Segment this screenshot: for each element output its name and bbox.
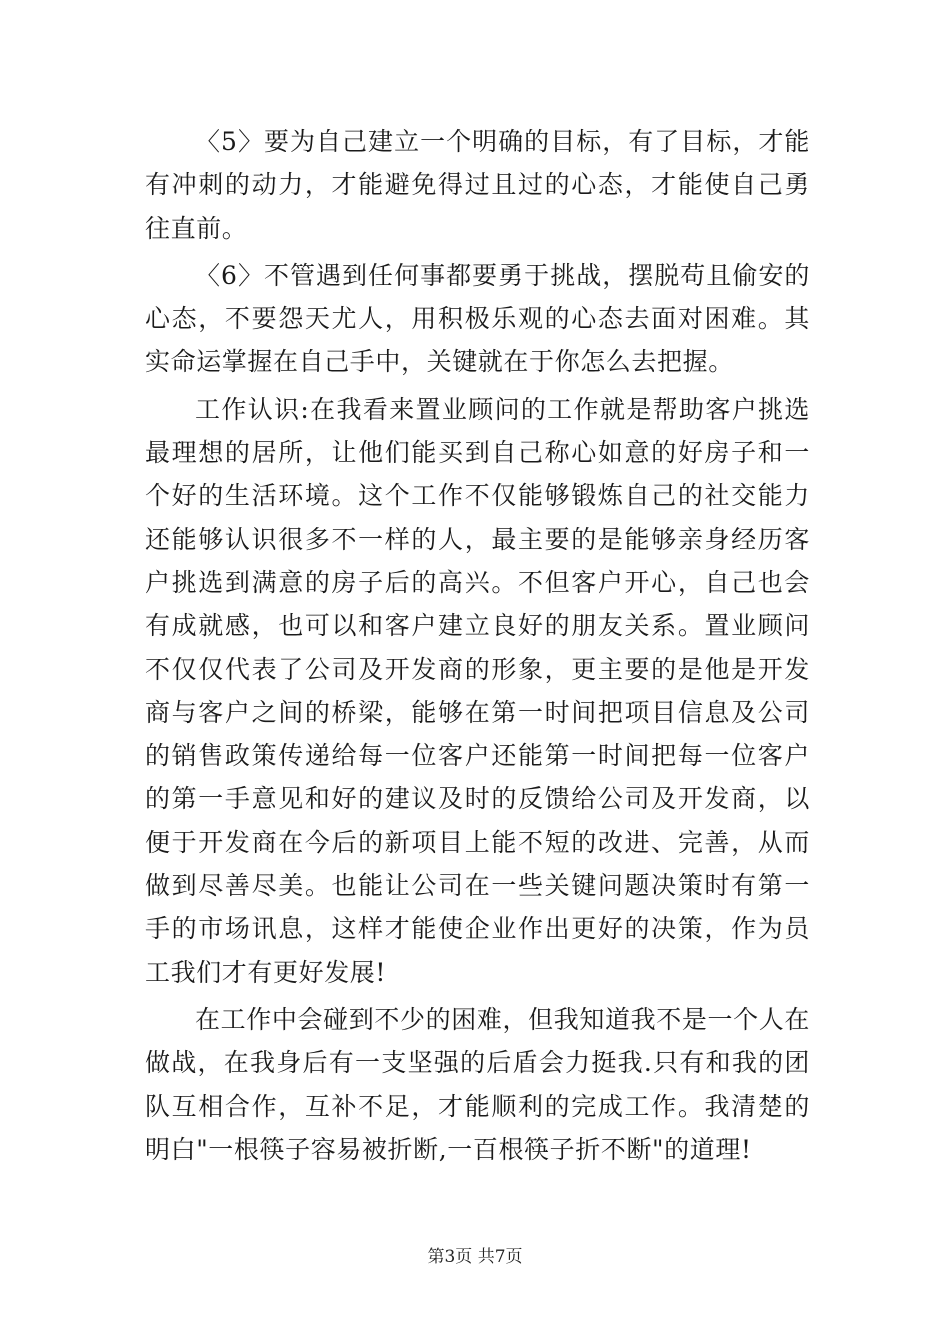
page-number-footer: 第3页 共7页 [427, 1247, 523, 1267]
document-body [145, 120, 810, 1175]
paragraph-work-understanding: 工作认识:在我看来置业顾问的工作就是帮助客户挑选最理想的居所，让他们能买到自己称心如意的好房子和一个好的生活环境。这个工作不仅能够锻炼自己的社交能力还能够认识很多不一样的人，最主要的是能够亲身经历客户挑选到满意的房子后的高兴。不但客户开心，自己也会有成就感，也可以和客户建立良好的朋友关系。置业顾问不仅仅代表了公司及开发商的形象，更主要的是他是开发商与客户之间的桥梁，能够在第一时间把项目信息及公司的销售政策传递给每一位客户还能第一时间把每一位客户的第一手意见和好的建议及时的反馈给公司及开发商，以便于开发商在今后的新项目上能不短的改进、完善，从而做到尽善尽美。也能让公司在一些关键问题决策时有第一手的市场讯息，这样才能使企业作出更好的决策，作为员工我们才有更好发展! [145, 394, 810, 987]
paragraph-teamwork: 在工作中会碰到不少的困难，但我知道我不是一个人在做战，在我身后有一支坚强的后盾会力挺我.只有和我的团队互相合作，互补不足，才能顺利的完成工作。我清楚的明白"一根筷子容易被折断,一百根筷子折不断"的道理! [145, 1004, 810, 1164]
paragraph-challenge: 〈6〉不管遇到任何事都要勇于挑战，摆脱苟且偷安的心态，不要怨天尤人，用积极乐观的心态去面对困难。其实命运掌握在自己手中，关键就在于你怎么去把握。 [145, 260, 810, 377]
paragraph-goal: 〈5〉要为自己建立一个明确的目标，有了目标，才能有冲刺的动力，才能避免得过且过的心态，才能使自己勇往直前。 [145, 127, 810, 243]
